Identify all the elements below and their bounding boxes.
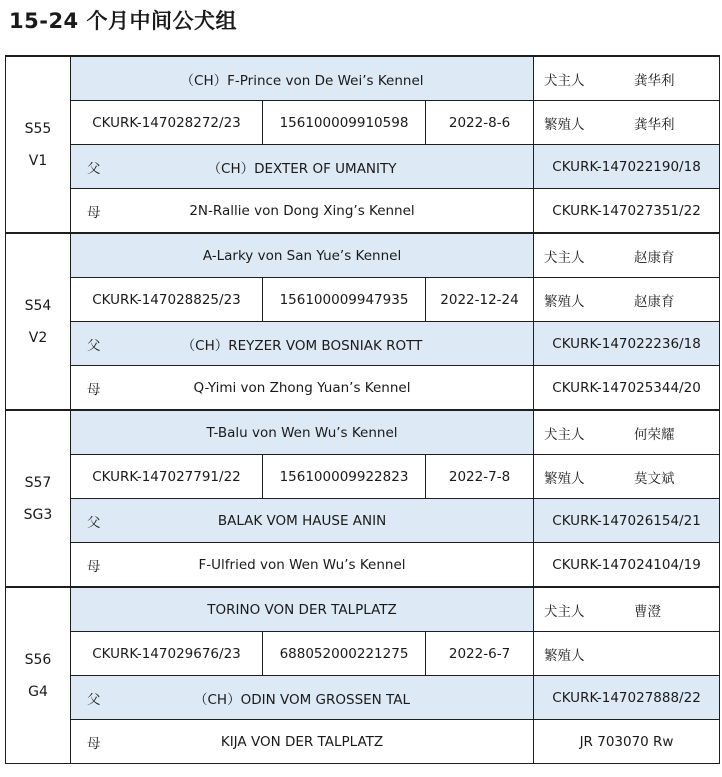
catalog-number: S54: [24, 297, 52, 314]
sire-cell: [71, 322, 534, 366]
sire-row: [6, 145, 720, 189]
dam-name: 2N-Rallie von Dong Xing’s Kennel: [189, 202, 415, 219]
dam-name: F-Ulfried von Wen Wu’s Kennel: [198, 556, 406, 573]
chip-number: 688052000221275: [263, 632, 426, 676]
dog-name-row: [6, 233, 720, 278]
breeder-name: 赵康育: [634, 293, 675, 310]
sire-row: [6, 322, 720, 366]
sire-label: 父: [87, 514, 101, 531]
placing: SG3: [23, 506, 53, 523]
breeder-label: 繁殖人: [544, 293, 585, 310]
dog-details-row: [6, 278, 720, 322]
breeder-cell: [534, 278, 720, 322]
dam-registration: CKURK-147027351/22: [534, 189, 720, 234]
dam-label: 母: [87, 735, 101, 752]
breeder-label: 繁殖人: [544, 470, 585, 487]
chip-number: 156100009922823: [263, 455, 426, 499]
dog-name: （CH）F-Prince von De Wei’s Kennel: [71, 56, 534, 101]
registration-number: CKURK-147029676/23: [71, 632, 263, 676]
results-table: [5, 55, 720, 764]
dam-cell: [71, 720, 534, 764]
catalog-number: S56: [24, 651, 52, 668]
dog-name-row: [6, 56, 720, 101]
date-of-birth: 2022-12-24: [426, 278, 534, 322]
registration-number: CKURK-147028825/23: [71, 278, 263, 322]
sire-registration: CKURK-147027888/22: [534, 676, 720, 720]
dam-cell: [71, 189, 534, 234]
breeder-name: 莫文斌: [634, 470, 675, 487]
catalog-cell: [6, 587, 71, 764]
sire-name: （CH）REYZER VOM BOSNIAK ROTT: [181, 337, 423, 354]
dog-name: TORINO VON DER TALPLATZ: [71, 587, 534, 632]
sire-name: （CH）ODIN VOM GROSSEN TAL: [194, 691, 411, 708]
dog-details-row: [6, 455, 720, 499]
owner-label: 犬主人: [544, 72, 585, 89]
owner-cell: [534, 410, 720, 455]
dog-details-row: [6, 101, 720, 145]
breeder-cell: [534, 101, 720, 145]
owner-label: 犬主人: [544, 603, 585, 620]
dam-label: 母: [87, 204, 101, 221]
owner-name: 龚华利: [634, 72, 675, 89]
breeder-label: 繁殖人: [544, 116, 585, 133]
dam-name: KIJA VON DER TALPLATZ: [220, 733, 384, 750]
dog-name: T-Balu von Wen Wu’s Kennel: [71, 410, 534, 455]
dam-label: 母: [87, 558, 101, 575]
registration-number: CKURK-147027791/22: [71, 455, 263, 499]
dam-row: [6, 189, 720, 234]
chip-number: 156100009910598: [263, 101, 426, 145]
catalog-number: S55: [24, 120, 52, 137]
owner-cell: [534, 587, 720, 632]
owner-name: 赵康育: [634, 249, 675, 266]
breeder-cell: [534, 632, 720, 676]
breeder-label: 繁殖人: [544, 647, 585, 664]
sire-name: BALAK VOM HAUSE ANIN: [217, 512, 387, 529]
owner-name: 曹澄: [634, 603, 662, 620]
dam-row: [6, 366, 720, 411]
catalog-cell: [6, 56, 71, 233]
sire-cell: [71, 499, 534, 543]
catalog-cell: [6, 410, 71, 587]
dam-name: Q-Yimi von Zhong Yuan’s Kennel: [193, 379, 411, 396]
dog-name-row: [6, 410, 720, 455]
sire-registration: CKURK-147022236/18: [534, 322, 720, 366]
dam-registration: JR 703070 Rw: [534, 720, 720, 764]
chip-number: 156100009947935: [263, 278, 426, 322]
dam-cell: [71, 543, 534, 588]
sire-cell: [71, 145, 534, 189]
dog-details-row: [6, 632, 720, 676]
placing: V2: [28, 329, 48, 346]
dam-registration: CKURK-147025344/20: [534, 366, 720, 411]
breeder-cell: [534, 455, 720, 499]
sire-row: [6, 676, 720, 720]
sire-row: [6, 499, 720, 543]
owner-name: 何荣耀: [634, 426, 675, 443]
dam-label: 母: [87, 381, 101, 398]
registration-number: CKURK-147028272/23: [71, 101, 263, 145]
owner-label: 犬主人: [544, 249, 585, 266]
dog-name-row: [6, 587, 720, 632]
placing: V1: [28, 152, 48, 169]
owner-cell: [534, 233, 720, 278]
sire-label: 父: [87, 160, 101, 177]
dam-row: [6, 543, 720, 588]
sire-registration: CKURK-147022190/18: [534, 145, 720, 189]
breeder-name: 龚华利: [634, 116, 675, 133]
results-table-body: [6, 56, 720, 764]
dam-row: [6, 720, 720, 764]
owner-label: 犬主人: [544, 426, 585, 443]
placing: G4: [28, 683, 48, 700]
date-of-birth: 2022-7-8: [426, 455, 534, 499]
catalog-cell: [6, 233, 71, 410]
catalog-number: S57: [24, 474, 52, 491]
dam-cell: [71, 366, 534, 411]
date-of-birth: 2022-6-7: [426, 632, 534, 676]
dog-name: A-Larky von San Yue’s Kennel: [71, 233, 534, 278]
sire-label: 父: [87, 691, 101, 708]
sire-label: 父: [87, 337, 101, 354]
dam-registration: CKURK-147024104/19: [534, 543, 720, 588]
page-title: 15-24 个月中间公犬组: [9, 9, 237, 33]
sire-registration: CKURK-147026154/21: [534, 499, 720, 543]
sire-name: （CH）DEXTER OF UMANITY: [207, 160, 397, 177]
date-of-birth: 2022-8-6: [426, 101, 534, 145]
owner-cell: [534, 56, 720, 101]
sire-cell: [71, 676, 534, 720]
